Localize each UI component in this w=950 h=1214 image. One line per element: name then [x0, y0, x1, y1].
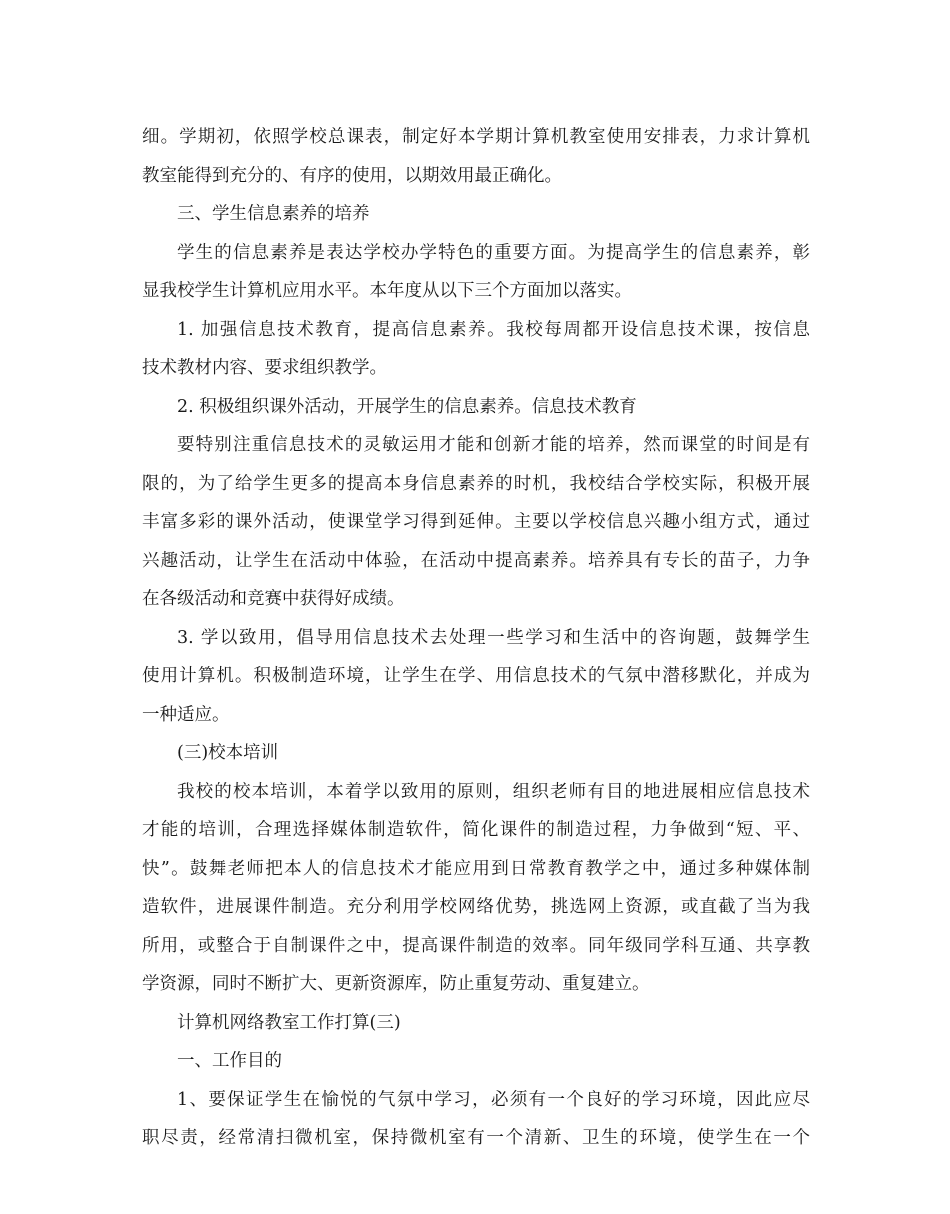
text-line: 丰富多彩的课外活动，使课堂学习得到延伸。主要以学校信息兴趣小组方式，通过: [142, 512, 810, 532]
document-subtitle: 计算机网络教室工作打算(三): [177, 1012, 401, 1033]
text-line: 所用，或整合于自制课件之中，提高课件制造的效率。同年级同学科互通、共享教: [142, 935, 810, 956]
text-line: 学生的信息素养是表达学校办学特色的重要方面。为提高学生的信息素养，彰: [177, 242, 810, 263]
document-page: [142, 118, 810, 1158]
text-line: 一种适应。: [142, 704, 230, 725]
text-line: 3. 学以致用，倡导用信息技术去处理一些学习和生活中的咨询题，鼓舞学生: [177, 627, 810, 648]
section-heading: 三、学生信息素养的培养: [177, 204, 370, 224]
text-line: 使用计算机。积极制造环境，让学生在学、用信息技术的气氛中潜移默化，并成为: [142, 666, 810, 686]
text-line: 技术教材内容、要求组织教学。: [142, 358, 387, 378]
text-line: 学资源，同时不断扩大、更新资源库，防止重复劳动、重复建立。: [142, 974, 650, 994]
text-line: 快”。鼓舞老师把本人的信息技术才能应用到日常教育教学之中，通过多种媒体制: [142, 858, 810, 879]
text-line: 兴趣活动，让学生在活动中体验，在活动中提高素养。培养具有专长的苗子，力争: [142, 550, 810, 571]
text-line: 1、要保证学生在愉悦的气氛中学习，必须有一个良好的学习环境，因此应尽: [177, 1089, 810, 1110]
text-line: 显我校学生计算机应用水平。本年度从以下三个方面加以落实。: [142, 281, 632, 301]
section-heading: (三)校本培训: [177, 743, 279, 763]
text-line: 才能的培训，合理选择媒体制造软件，简化课件的制造过程，力争做到“短、平、: [142, 820, 810, 840]
text-line: 教室能得到充分的、有序的使用，以期效用最正确化。: [142, 165, 562, 186]
text-line: 在各级活动和竞赛中获得好成绩。: [142, 589, 405, 609]
text-line: 职尽责，经常清扫微机室，保持微机室有一个清新、卫生的环境，使学生在一个: [142, 1128, 810, 1148]
section-heading: 一、工作目的: [177, 1051, 282, 1071]
text-line: 我校的校本培训，本着学以致用的原则，组织老师有目的地进展相应信息技术: [177, 781, 810, 802]
text-line: 2. 积极组织课外活动，开展学生的信息素养。信息技术教育: [177, 396, 637, 417]
text-line: 限的，为了给学生更多的提高本身信息素养的时机，我校结合学校实际，积极开展: [142, 473, 810, 494]
text-line: 细。学期初，依照学校总课表，制定好本学期计算机教室使用安排表，力求计算机: [142, 127, 810, 147]
text-line: 造软件，进展课件制造。充分利用学校网络优势，挑选网上资源，或直截了当为我: [142, 897, 810, 917]
text-line: 1. 加强信息技术教育，提高信息素养。我校每周都开设信息技术课，按信息: [177, 319, 810, 340]
text-line: 要特别注重信息技术的灵敏运用才能和创新才能的培养，然而课堂的时间是有: [177, 435, 810, 455]
